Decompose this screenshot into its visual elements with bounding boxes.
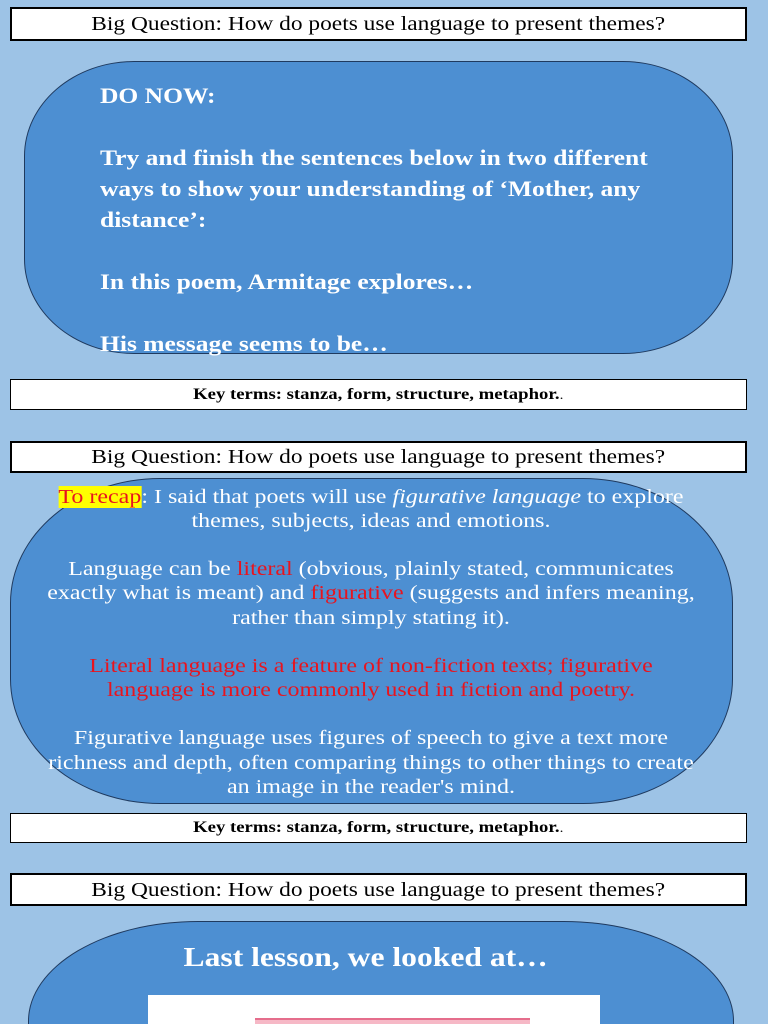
recap-text [11, 485, 731, 800]
definition-text: (obvious, plainly stated, communicates [292, 558, 674, 581]
last-lesson-heading [29, 940, 702, 974]
big-question-box [10, 441, 747, 473]
do-now-heading: DO NOW: [99, 82, 216, 108]
key-terms-trailing-dot: . [559, 386, 564, 402]
last-lesson-heading-text: Last lesson, we looked at… [183, 941, 548, 972]
do-now-instruction [99, 142, 648, 235]
instruction-line: Try and finish the sentences below in two different [99, 144, 648, 170]
instruction-line: distance’: [99, 206, 206, 232]
big-question-box [10, 7, 747, 41]
big-question-text: Big Question: How do poets use language to present themes? [91, 13, 666, 35]
figurative-language-italic: figurative language [392, 485, 581, 508]
big-question-box [10, 873, 747, 906]
key-terms-box [10, 813, 747, 843]
definition-text: (suggests and infers meaning, [403, 582, 695, 605]
definition-text: Language can be [68, 558, 237, 581]
figurative-explanation [11, 726, 731, 799]
recap-panel [10, 478, 733, 804]
big-question-text: Big Question: How do poets use language to present themes? [91, 446, 666, 468]
recap-intro-line: themes, subjects, ideas and emotions. [191, 509, 551, 532]
contrast-line: language is more commonly used in fiction and poetry. [107, 679, 635, 702]
figurative-keyword: figurative [310, 582, 404, 605]
recap-intro-text: to explore [580, 485, 684, 508]
key-terms-text [193, 820, 563, 836]
last-lesson-image-pink-band [255, 1018, 530, 1024]
explanation-line: an image in the reader's mind. [226, 775, 516, 798]
literal-vs-figurative-contrast [11, 654, 731, 702]
sentence-starter-explores: In this poem, Armitage explores… [99, 268, 473, 294]
contrast-line: Literal language is a feature of non-fiction texts; figurative [89, 654, 653, 677]
literal-keyword: literal [236, 558, 293, 581]
definition-text: exactly what is meant) and [47, 582, 311, 605]
definition-line: rather than simply stating it). [232, 606, 510, 629]
explanation-line: Figurative language uses figures of speech to give a text more [73, 727, 669, 750]
key-terms-label: Key terms: stanza, form, structure, metaphor. [193, 819, 560, 836]
explanation-line: richness and depth, often comparing things to other things to create [48, 751, 694, 774]
recap-intro [11, 485, 731, 533]
key-terms-box [10, 379, 747, 410]
recap-intro-line [0, 485, 768, 509]
sentence-starter-message: His message seems to be… [99, 330, 388, 356]
last-lesson-panel [28, 921, 734, 1024]
do-now-panel [24, 61, 733, 354]
key-terms-label: Key terms: stanza, form, structure, metaphor. [193, 385, 560, 403]
key-terms-text [193, 387, 563, 403]
to-recap-highlight: To recap [58, 485, 142, 508]
key-terms-trailing-dot: . [559, 820, 564, 835]
definition-line [0, 557, 768, 581]
big-question-text: Big Question: How do poets use language to present themes? [91, 878, 666, 901]
recap-intro-text: : I said that poets will use [141, 485, 393, 508]
definition-line [0, 581, 768, 605]
literal-figurative-definitions [11, 557, 731, 630]
last-lesson-image [148, 995, 600, 1024]
instruction-line: ways to show your understanding of ‘Mother, any [99, 175, 640, 201]
do-now-text [99, 80, 648, 359]
